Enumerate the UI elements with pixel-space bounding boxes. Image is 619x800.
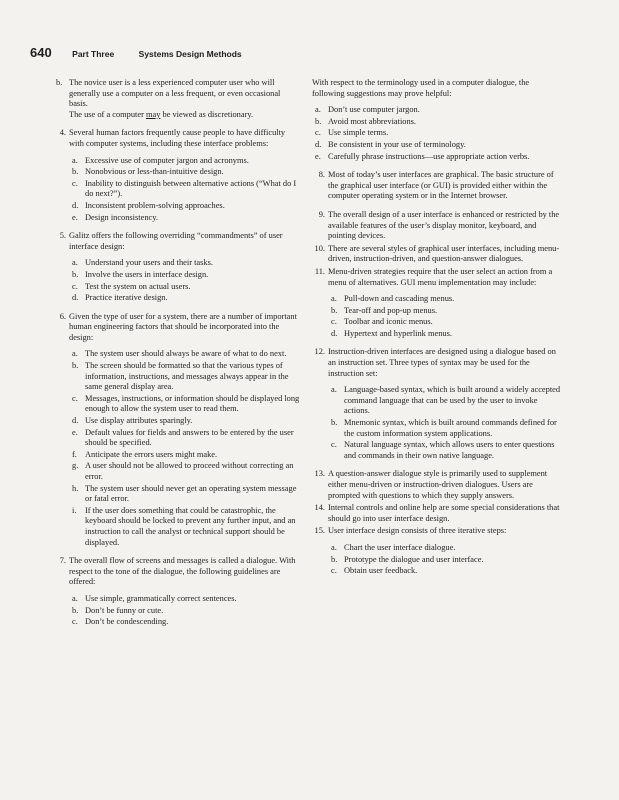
list-item-text: Tear-off and pop-up menus. bbox=[344, 305, 438, 315]
sub-list bbox=[328, 543, 562, 577]
list-item-text: The screen should be formatted so that the various types of information, instructions, and messages always appear in the same general display area. bbox=[85, 361, 289, 392]
list-item-text: Be consistent in your use of terminology. bbox=[328, 139, 466, 149]
item-number: 13. bbox=[314, 469, 325, 479]
part-label: Part Three bbox=[72, 49, 115, 59]
item-text: Instruction-driven interfaces are designed using a dialogue based on an instruction set. Three types of syntax may be used for the instruction set: bbox=[328, 347, 556, 378]
list-item-text: Carefully phrase instructions—use appropriate action verbs. bbox=[328, 151, 530, 161]
list-item bbox=[69, 179, 301, 200]
list-item-text: Default values for fields and answers to be entered by the user should be specified. bbox=[85, 427, 294, 448]
list-item-letter: c. bbox=[72, 281, 78, 291]
sub-list bbox=[69, 258, 301, 303]
item-text: A question-answer dialogue style is primarily used to supplement either menu-driven or instruction-driven dialogues. Users are prompted with questions to which they supply answers. bbox=[328, 469, 548, 500]
list-item bbox=[312, 117, 562, 128]
list-item-letter: e. bbox=[72, 427, 78, 437]
item-number: 12. bbox=[314, 347, 325, 357]
list-item-text: Design inconsistency. bbox=[85, 212, 158, 222]
item-number: 11. bbox=[314, 266, 325, 276]
list-item bbox=[69, 361, 301, 393]
list-item-letter: e. bbox=[315, 151, 321, 161]
list-item-letter: a. bbox=[72, 155, 78, 165]
list-item bbox=[312, 152, 562, 163]
item-number: 15. bbox=[314, 526, 325, 536]
list-item bbox=[328, 385, 562, 417]
list-item bbox=[69, 270, 301, 281]
item-text: Galitz offers the following overriding “commandments” of user interface design: bbox=[69, 231, 283, 251]
list-item-b: b. The novice user is a less experienced computer user who will generally use a computer on a less frequent, or even occasional basis. The use of a computer may be viewed as discretionary. bbox=[53, 78, 301, 120]
sub-list bbox=[69, 594, 301, 628]
list-item bbox=[69, 484, 301, 505]
list-item bbox=[69, 506, 301, 548]
list-item bbox=[328, 418, 562, 439]
item-number: 5. bbox=[59, 231, 66, 241]
list-item bbox=[69, 213, 301, 224]
list-item-letter: b. bbox=[72, 167, 79, 177]
page-number: 640 bbox=[30, 45, 52, 60]
list-item-letter: a. bbox=[72, 593, 78, 603]
item-text: Internal controls and online help are some special considerations that should go into user interface design. bbox=[328, 503, 560, 523]
item-b-text-2: The use of a computer may be viewed as discretionary. bbox=[69, 109, 254, 119]
item-number: 8. bbox=[318, 170, 325, 180]
list-item-text: Anticipate the errors users might make. bbox=[85, 449, 218, 459]
list-item bbox=[312, 128, 562, 139]
list-item-letter: c. bbox=[331, 566, 337, 576]
list-item-letter: c. bbox=[331, 317, 337, 327]
list-item-text: Language-based syntax, which is built around a widely accepted command language that can be used by the user to invoke actions. bbox=[344, 385, 561, 416]
list-item bbox=[69, 594, 301, 605]
sub-list bbox=[69, 349, 301, 548]
list-item-text: Inconsistent problem-solving approaches. bbox=[85, 200, 225, 210]
list-item-letter: a. bbox=[72, 349, 78, 359]
numbered-item-6 bbox=[53, 312, 301, 548]
list-item bbox=[328, 306, 562, 317]
item-text: The overall design of a user interface is enhanced or restricted by the available features of the user’s display monitor, keyboard, and pointing devices. bbox=[328, 209, 560, 241]
numbered-item-15 bbox=[312, 526, 562, 576]
list-item-letter: a. bbox=[331, 294, 337, 304]
list-item-letter: b. bbox=[331, 305, 338, 315]
item-number: 14. bbox=[314, 503, 325, 513]
list-item bbox=[69, 450, 301, 461]
list-item-text: Nonobvious or less-than-intuitive design. bbox=[85, 167, 224, 177]
list-item bbox=[69, 156, 301, 167]
list-item-text: Chart the user interface dialogue. bbox=[344, 542, 456, 552]
list-item-letter: g. bbox=[72, 461, 79, 471]
list-item-text: Toolbar and iconic menus. bbox=[344, 317, 433, 327]
item-b-text: The novice user is a less experienced computer user who will generally use a computer on a less frequent, or even occasional basis. bbox=[69, 78, 281, 109]
list-item-text: Messages, instructions, or information should be displayed long enough to allow the system user to read them. bbox=[85, 393, 300, 414]
list-item-text: A user should not be allowed to proceed without correcting an error. bbox=[85, 461, 294, 481]
list-item-letter: h. bbox=[72, 483, 79, 493]
list-item-text: Hypertext and hyperlink menus. bbox=[344, 328, 452, 338]
item-text: Several human factors frequently cause people to have difficulty with computer systems, including these interface problems: bbox=[69, 128, 286, 148]
list-item bbox=[328, 440, 562, 461]
list-item-text: Obtain user feedback. bbox=[344, 566, 418, 576]
list-item-letter: d. bbox=[72, 200, 79, 210]
list-item-text: If the user does something that could be catastrophic, the keyboard should be locked to prevent any further input, and an instruction to call the analyst or technical support should be displayed. bbox=[85, 505, 296, 547]
list-item-text: Inability to distinguish between alternative actions (“What do I do next?”). bbox=[85, 178, 297, 199]
numbered-item-4 bbox=[53, 128, 301, 223]
list-item-letter: c. bbox=[72, 393, 78, 403]
sub-list bbox=[312, 105, 562, 162]
list-item bbox=[69, 428, 301, 449]
list-item-text: Understand your users and their tasks. bbox=[85, 258, 213, 268]
list-item-letter: f. bbox=[72, 449, 77, 459]
item-text: Given the type of user for a system, there are a number of important human engineering factors that should be incorporated into the design: bbox=[69, 311, 297, 342]
numbered-item-14 bbox=[312, 503, 562, 524]
list-item-text: Involve the users in interface design. bbox=[85, 269, 209, 279]
list-item-text: Practice iterative design. bbox=[85, 293, 168, 303]
list-item-letter: b. bbox=[72, 605, 79, 615]
numbered-item-12 bbox=[312, 347, 562, 461]
list-item bbox=[69, 349, 301, 360]
item-number: 7. bbox=[59, 556, 66, 566]
list-item-text: Pull-down and cascading menus. bbox=[344, 294, 455, 304]
list-item bbox=[328, 555, 562, 566]
item-text: There are several styles of graphical user interfaces, including menu-driven, instruction-driven, and question-answer dialogues. bbox=[328, 243, 560, 264]
numbered-item-7 bbox=[53, 556, 301, 628]
numbered-item-9 bbox=[312, 210, 562, 242]
numbered-item-13 bbox=[312, 469, 562, 501]
list-item-text: The system user should always be aware of what to do next. bbox=[85, 349, 287, 359]
item-text: Menu-driven strategies require that the user select an action from a menu of alternatives. GUI menu implementation may include: bbox=[328, 266, 553, 287]
list-item-text: Mnemonic syntax, which is built around commands defined for the custom information system applications. bbox=[344, 418, 557, 438]
item-text: User interface design consists of three iterative steps: bbox=[328, 526, 507, 536]
list-item bbox=[328, 543, 562, 554]
list-item-letter: b. bbox=[331, 554, 338, 564]
list-item-letter: c. bbox=[72, 617, 78, 627]
list-item-text: Use display attributes sparingly. bbox=[85, 416, 193, 426]
list-item bbox=[69, 258, 301, 269]
list-item bbox=[69, 416, 301, 427]
list-item-letter: b. bbox=[72, 361, 79, 371]
list-item bbox=[312, 140, 562, 151]
list-item-letter: b. bbox=[315, 116, 322, 126]
list-item-letter: a. bbox=[331, 542, 337, 552]
list-item bbox=[69, 201, 301, 212]
list-item-text: Use simple, grammatically correct sentences. bbox=[85, 593, 237, 603]
list-item-text: Prototype the dialogue and user interface. bbox=[344, 554, 484, 564]
item-number: 4. bbox=[59, 128, 66, 138]
list-item-letter: a. bbox=[331, 385, 337, 395]
list-item-letter: d. bbox=[72, 293, 79, 303]
list-item bbox=[69, 167, 301, 178]
list-item bbox=[69, 394, 301, 415]
numbered-item-5 bbox=[53, 231, 301, 304]
list-item-letter: c. bbox=[315, 128, 321, 138]
list-item bbox=[312, 105, 562, 116]
list-item-letter: a. bbox=[72, 258, 78, 268]
list-item-text: Excessive use of computer jargon and acronyms. bbox=[85, 155, 249, 165]
list-item-letter: b. bbox=[72, 269, 79, 279]
item-text: The overall flow of screens and messages is called a dialogue. With respect to the tone of the dialogue, the following guidelines are offered: bbox=[69, 556, 296, 587]
list-item bbox=[69, 461, 301, 482]
item-number: 9. bbox=[318, 209, 325, 219]
emphasis-may: may bbox=[145, 109, 161, 119]
left-column bbox=[53, 78, 301, 636]
list-item-text: Use simple terms. bbox=[328, 128, 389, 138]
numbered-item-8 bbox=[312, 170, 562, 202]
item-number: 10. bbox=[314, 243, 325, 253]
sub-list bbox=[69, 156, 301, 224]
item-text: Most of today’s user interfaces are graphical. The basic structure of the graphical user interface (or GUI) is provided either within the computer operating system or in the Internet browser. bbox=[328, 170, 554, 201]
list-item bbox=[69, 606, 301, 617]
list-item-letter: d. bbox=[331, 328, 338, 338]
list-item-text: Don’t be condescending. bbox=[85, 617, 169, 627]
numbered-item-11 bbox=[312, 267, 562, 340]
list-item-letter: c. bbox=[72, 178, 78, 188]
item-number: 6. bbox=[59, 311, 66, 321]
list-item-letter: e. bbox=[72, 212, 78, 222]
sub-list bbox=[328, 294, 562, 339]
numbered-item-10 bbox=[312, 244, 562, 265]
list-item-text: Natural language syntax, which allows users to enter questions and commands in their own native language. bbox=[344, 440, 555, 460]
list-item-text: The system user should never get an operating system message or fatal error. bbox=[85, 483, 297, 504]
list-item-text: Don’t use computer jargon. bbox=[328, 105, 420, 115]
running-header bbox=[30, 44, 242, 62]
list-item-letter: b. bbox=[331, 418, 338, 428]
list-item-letter: c. bbox=[331, 440, 337, 450]
list-item-letter: a. bbox=[315, 105, 321, 115]
list-item-text: Test the system on actual users. bbox=[85, 281, 191, 291]
list-item bbox=[328, 566, 562, 577]
list-item-letter: d. bbox=[315, 139, 322, 149]
list-item-letter: d. bbox=[72, 416, 79, 426]
list-item bbox=[69, 617, 301, 628]
list-item-letter: i. bbox=[72, 505, 77, 515]
item-text: With respect to the terminology used in a computer dialogue, the following suggestions may prove helpful: bbox=[312, 78, 530, 98]
list-item bbox=[328, 294, 562, 305]
intro-paragraph bbox=[312, 78, 562, 162]
list-item bbox=[69, 293, 301, 304]
list-item bbox=[328, 317, 562, 328]
sub-list bbox=[328, 385, 562, 461]
list-item-text: Don’t be funny or cute. bbox=[85, 605, 164, 615]
right-column bbox=[312, 78, 562, 585]
section-title: Systems Design Methods bbox=[138, 49, 242, 59]
list-item bbox=[69, 282, 301, 293]
list-item bbox=[328, 329, 562, 340]
list-item-text: Avoid most abbreviations. bbox=[328, 116, 417, 126]
